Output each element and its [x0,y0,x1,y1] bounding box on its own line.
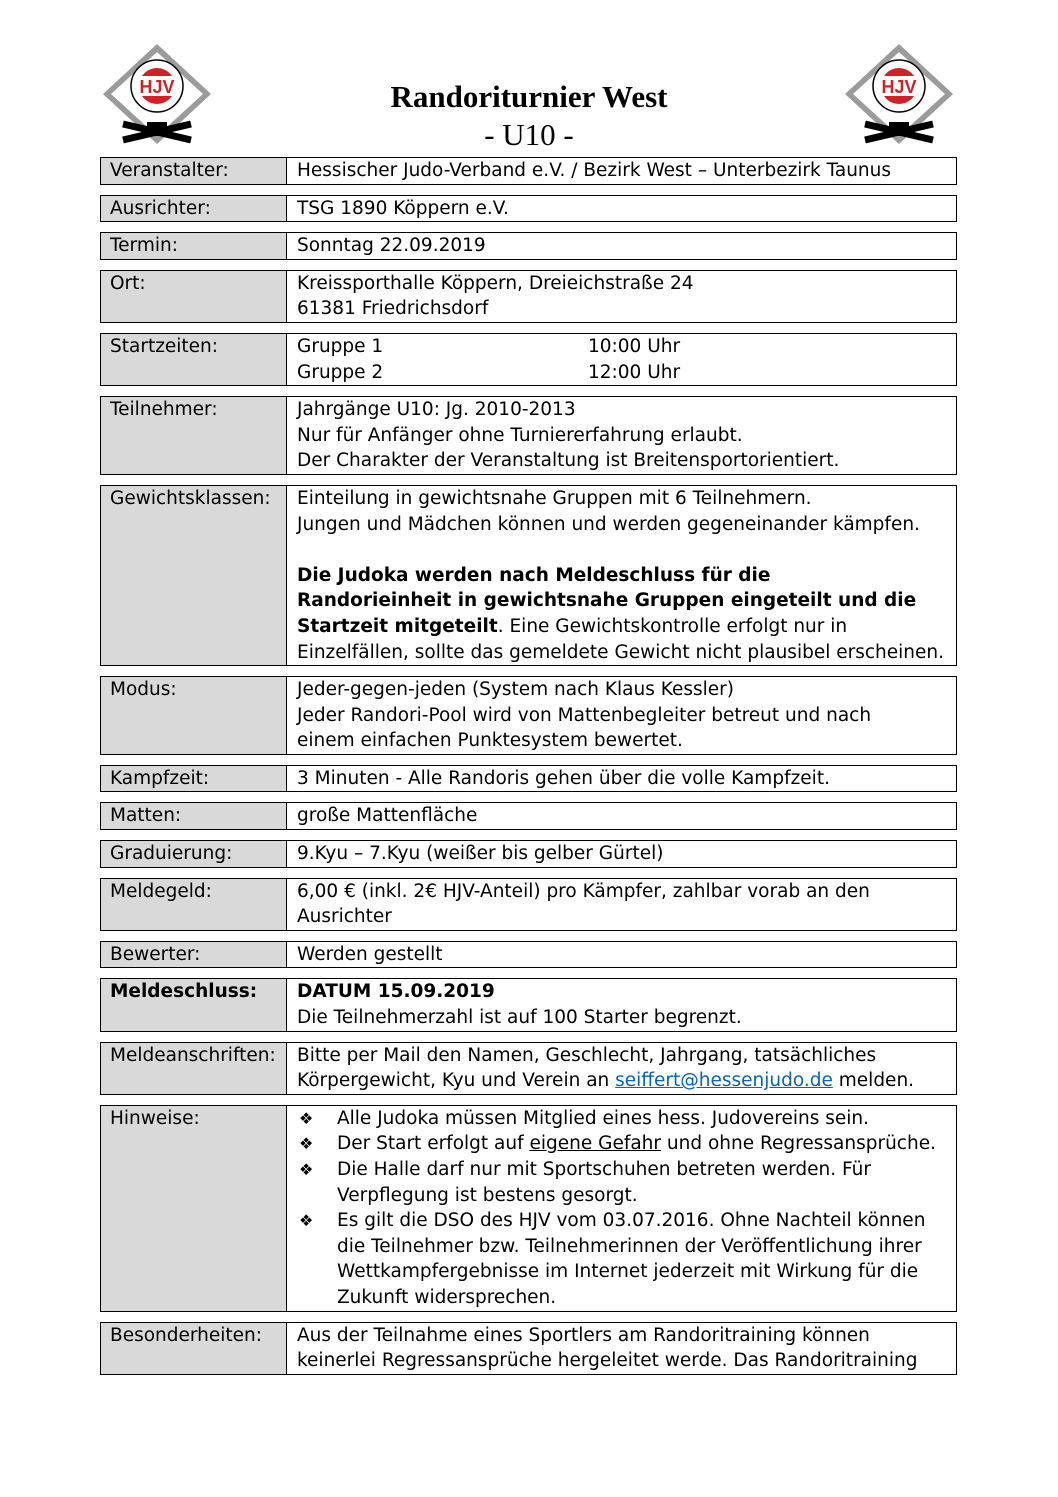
hinweis-4-line-2: die Teilnehmer bzw. Teilnehmerinnen der Veröffentlichung ihrer [337,1235,922,1257]
hinweis-4-line-4: Zukunft widersprechen. [337,1286,557,1308]
row-modus [100,676,957,755]
label-meldeanschriften: Meldeanschriften: [101,1043,287,1094]
group-name: Gruppe 1 [297,335,384,357]
label-ort: Ort: [101,271,287,322]
value-termin: Sonntag 22.09.2019 [297,235,486,257]
row-veranstalter [100,157,957,185]
gewicht-line-2: Jungen und Mädchen können und werden gegeneinander kämpfen. [297,513,920,535]
hinweis-2-post: und ohne Regressansprüche. [661,1133,936,1155]
meldeschluss-line-2: Die Teilnehmerzahl ist auf 100 Starter begrenzt. [297,1007,742,1029]
modus-line-1: Jeder-gegen-jeden (System nach Klaus Kessler) [297,679,734,701]
value-veranstalter: Hessischer Judo-Verband e.V. / Bezirk West – Unterbezirk Taunus [297,160,892,181]
label-startzeiten: Startzeiten: [101,334,287,385]
row-gewichtsklassen [100,485,957,666]
meldeanschriften-line-2-post: melden. [832,1070,915,1092]
hinweis-3-line-2: Verpflegung ist bestens gesorgt. [337,1184,638,1206]
besonderheiten-line-1: Aus der Teilnahme eines Sportlers am Randoritraining können [297,1324,870,1346]
value-ausrichter: TSG 1890 Köppern e.V. [297,197,509,219]
hinweis-3-line-1: Die Halle darf nur mit Sportschuhen betreten werden. Für [337,1159,871,1180]
bullet-icon: ❖ [299,1211,314,1231]
row-meldeanschriften [100,1042,957,1095]
logo-text: HJV [881,77,917,97]
label-gewichtsklassen: Gewichtsklassen: [101,486,287,665]
label-meldegeld: Meldegeld: [101,879,287,930]
teilnehmer-line-2: Nur für Anfänger ohne Turniererfahrung erlaubt. [297,424,743,446]
group-time: 12:00 Uhr [588,361,681,383]
email-link[interactable]: seiffert@hessenjudo.de [615,1070,833,1092]
ort-line-2: 61381 Friedrichsdorf [297,298,489,320]
hinweis-1: Alle Judoka müssen Mitglied eines hess. Judovereins sein. [337,1107,870,1129]
meldegeld-line-1: 6,00 € (inkl. 2€ HJV-Anteil) pro Kämpfer, zahlbar vorab an den [297,880,870,902]
logo-text: HJV [139,77,175,97]
meldeschluss-date: DATUM 15.09.2019 [297,981,495,1003]
info-table [100,157,957,1385]
hinweis-4-line-1: Es gilt die DSO des HJV vom 03.07.2016. Ohne Nachteil können [337,1210,926,1232]
meldeanschriften-line-2-pre: Körpergewicht, Kyu und Verein an [297,1070,616,1092]
row-besonderheiten [100,1322,957,1375]
hinweis-2-pre: Der Start erfolgt auf [337,1133,530,1155]
bullet-icon: ❖ [299,1160,314,1179]
page-subtitle: - U10 - [484,117,574,152]
besonderheiten-line-2: keinerlei Regressansprüche hergeleitet werde. Das Randoritraining [297,1350,918,1372]
gewicht-bold-1: Die Judoka werden nach Meldeschluss für die [297,564,771,586]
gewicht-rest-3: . Eine Gewichtskontrolle erfolgt nur in [497,615,848,637]
label-hinweise: Hinweise: [101,1106,287,1311]
modus-line-3: einem einfachen Punktesystem bewertet. [297,730,683,752]
label-veranstalter: Veranstalter: [101,158,287,184]
hinweis-item-3 [297,1157,947,1208]
page-title: Randoriturnier West [390,79,668,114]
hinweis-2-underline: eigene Gefahr [529,1133,662,1155]
row-meldeschluss [100,978,957,1031]
group-name: Gruppe 2 [297,361,384,383]
meldeanschriften-line-1: Bitte per Mail den Namen, Geschlecht, Jahrgang, tatsächliches [297,1044,877,1066]
row-termin [100,232,957,260]
gewicht-line-4: Einzelfällen, sollte das gemeldete Gewicht nicht plausibel erscheinen. [297,641,944,663]
gewicht-bold-3: Startzeit mitgeteilt [297,615,498,637]
hinweis-4-line-3: Wettkampfergebnisse im Internet jederzeit mit Wirkung für die [337,1261,919,1283]
bullet-icon: ❖ [299,1108,314,1128]
value-matten: große Mattenfläche [297,805,478,827]
hinweis-item-2 [297,1131,947,1157]
modus-line-2: Jeder Randori-Pool wird von Mattenbegleiter betreut und nach [297,704,872,726]
gewicht-line-1: Einteilung in gewichtsnahe Gruppen mit 6 Teilnehmern. [297,487,812,509]
hinweis-item-4 [297,1208,947,1310]
ort-line-1: Kreissporthalle Köppern, Dreieichstraße 24 [297,272,694,294]
group-time: 10:00 Uhr [588,335,681,357]
label-matten: Matten: [101,803,287,829]
value-kampfzeit: 3 Minuten - Alle Randoris gehen über die volle Kampfzeit. [297,767,830,789]
label-kampfzeit: Kampfzeit: [101,766,287,792]
start-group-1 [297,334,947,360]
row-kampfzeit [100,765,957,793]
row-meldegeld [100,878,957,931]
row-startzeiten [100,333,957,386]
label-teilnehmer: Teilnehmer: [101,397,287,474]
value-graduierung: 9.Kyu – 7.Kyu (weißer bis gelber Gürtel) [297,843,664,865]
spacer [297,537,947,563]
row-teilnehmer [100,396,957,475]
label-meldeschluss: Meldeschluss: [101,979,287,1030]
row-ort [100,270,957,323]
label-graduierung: Graduierung: [101,841,287,867]
start-group-2 [297,360,947,386]
meldegeld-line-2: Ausrichter [297,906,392,928]
gewicht-bold-2: Randorieinheit in gewichtsnahe Gruppen eingeteilt und die [297,590,917,612]
row-matten [100,802,957,830]
label-bewerter: Bewerter: [101,942,287,968]
row-hinweise [100,1105,957,1312]
row-ausrichter [100,195,957,223]
row-graduierung [100,840,957,868]
label-ausrichter: Ausrichter: [101,196,287,222]
teilnehmer-line-1: Jahrgänge U10: Jg. 2010-2013 [297,399,576,421]
label-modus: Modus: [101,677,287,754]
label-termin: Termin: [101,233,287,259]
label-besonderheiten: Besonderheiten: [101,1323,287,1374]
hinweis-item-1 [297,1106,947,1132]
teilnehmer-line-3: Der Charakter der Veranstaltung ist Breitensportorientiert. [297,450,840,472]
bullet-icon: ❖ [299,1134,314,1154]
row-bewerter [100,941,957,969]
value-bewerter: Werden gestellt [297,943,443,965]
